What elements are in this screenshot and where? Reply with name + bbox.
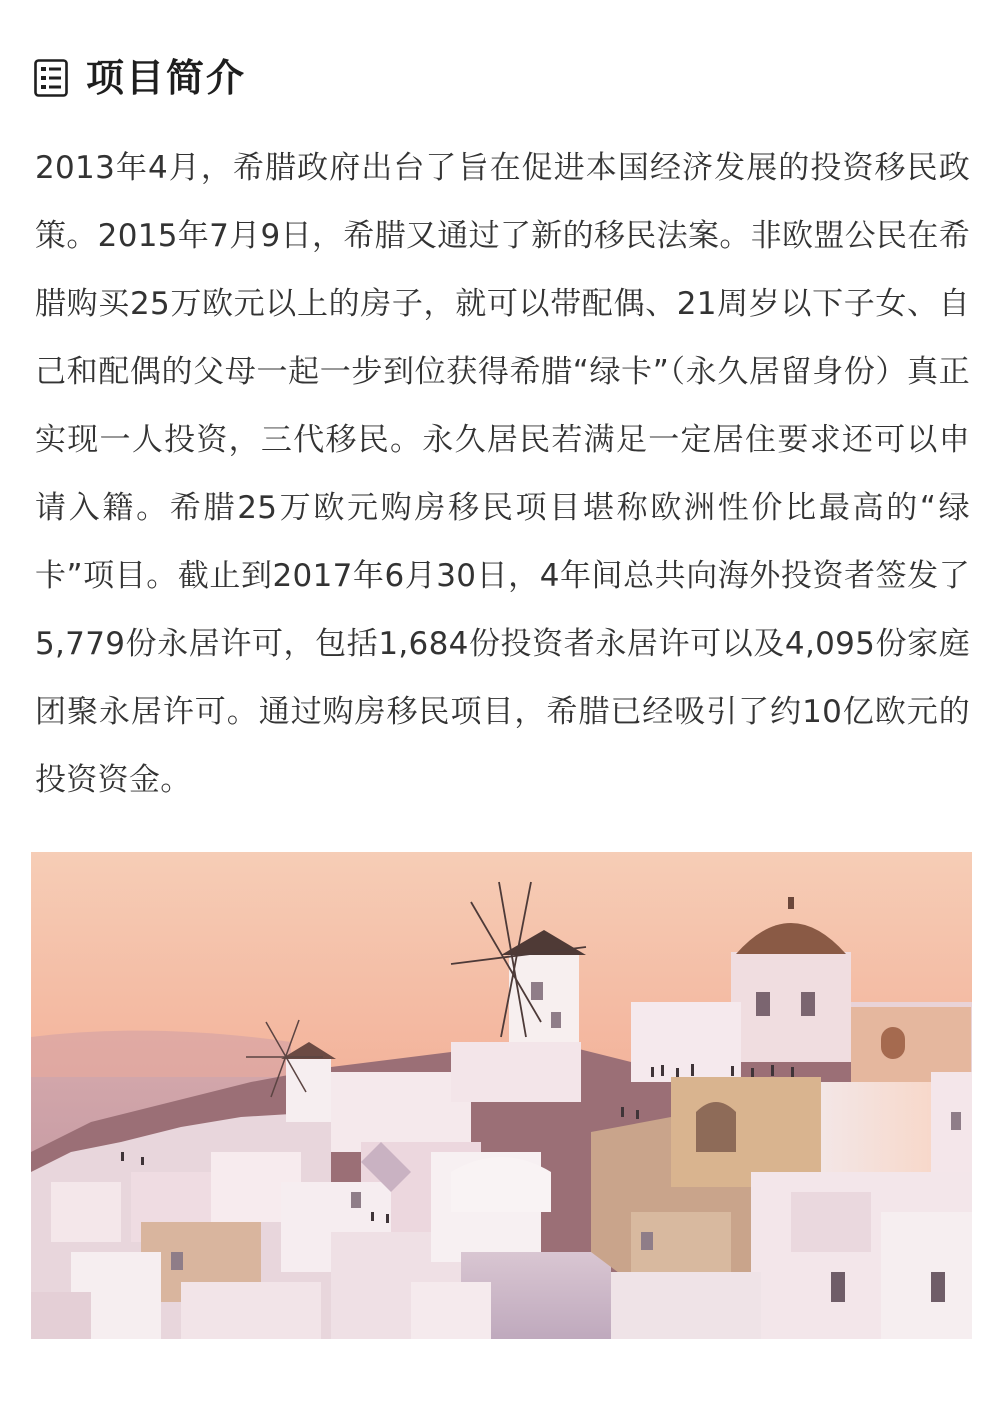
intro-paragraph: 2013年4月，希腊政府出台了旨在促进本国经济发展的投资移民政策。2015年7月9日，希腊又通过了新的移民法案。非欧盟公民在希腊购买25万欧元以上的房子，就可以带配偶、21周岁以下子女、自己和配偶的父母一起一步到位获得希腊“绿卡”（永久居留身份）真正实现一人投资，三代移民。永久居民若满足一定居住要求还可以申请入籍。希腊25万欧元购房移民项目堪称欧洲性价比最高的“绿卡”项目。截止到2017年6月30日，4年间总共向海外投资者签发了5,779份永居许可，包括1,684份投资者永居许可以及4,095份家庭团聚永居许可。通过购房移民项目，希腊已经吸引了约10亿欧元的投资资金。 [35,150,970,798]
section-header [34,52,246,104]
santorini-photo [31,852,972,1339]
document-list-icon [34,59,68,97]
section-title: 项目简介 [86,56,247,100]
